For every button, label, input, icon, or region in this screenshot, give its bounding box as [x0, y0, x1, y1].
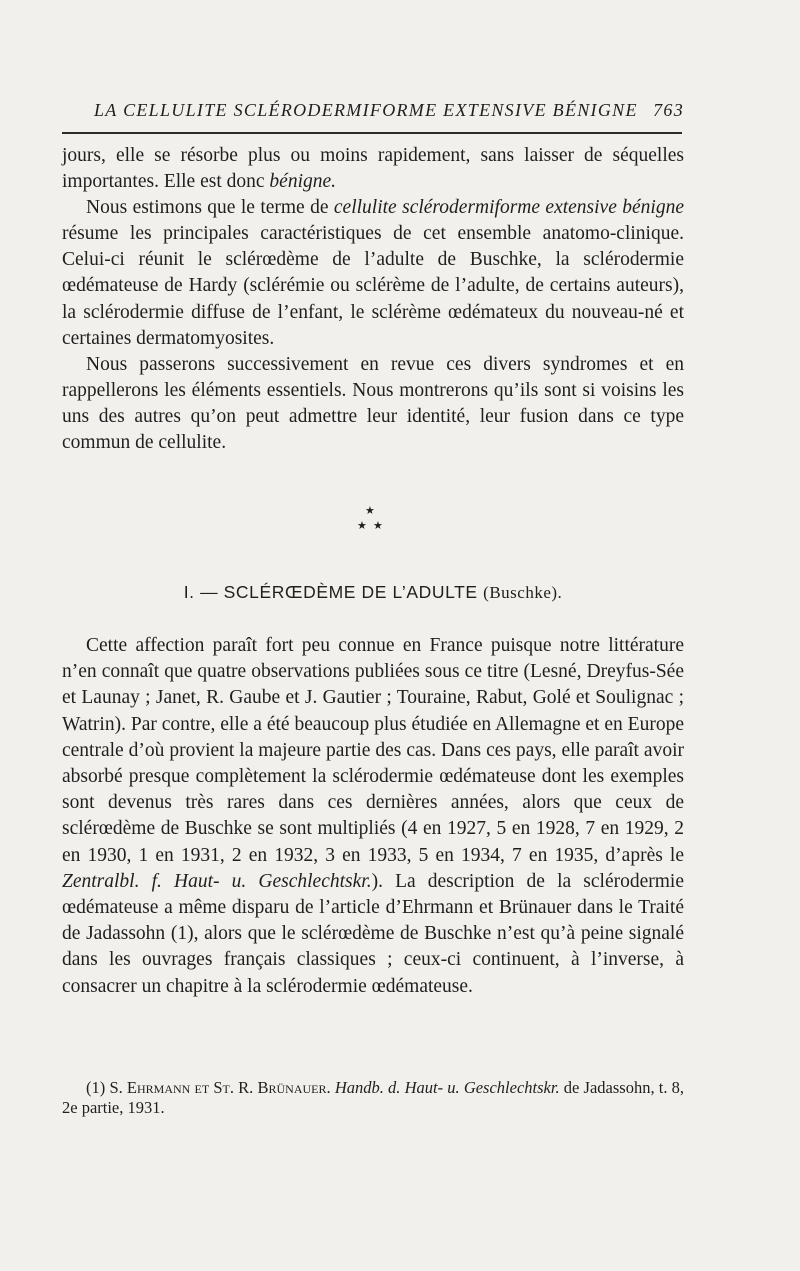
- header-rule: [62, 132, 682, 134]
- paragraph: Nous estimons que le terme de cellulite sclérodermiforme extensive bénigne résume les principales caractéristiques de cet ensemble anatomo-clinique. Celui-ci réunit le sclérœdème de l’adulte de Buschke, la sclérodermie œdémateuse de Hardy (sclérémie ou sclérème de l’adulte, de certains auteurs), la sclérodermie diffuse de l’enfant, le sclérème œdémateux du nouveau-né et certaines dermatomyosites.: [62, 197, 684, 349]
- section-heading: [62, 582, 684, 603]
- section-title: I. — SCLÉRŒDÈME DE L’ADULTE: [183, 582, 478, 602]
- running-title: LA CELLULITE SCLÉRODERMIFORME EXTENSIVE BÉNIGNE: [94, 100, 638, 120]
- section-text: [62, 633, 684, 1000]
- section-author: (Buschke).: [483, 583, 563, 602]
- intro-text: [62, 143, 684, 456]
- footnote: (1) S. Ehrmann et St. R. Brünauer. Handb. d. Haut- u. Geschlechtskr. de Jadassohn, t. 8, 2e partie, 1931.: [62, 1078, 685, 1117]
- page-number: 763: [653, 100, 684, 120]
- paragraph: jours, elle se résorbe plus ou moins rapidement, sans laisser de séquelles importantes. Elle est donc bénigne.: [62, 145, 684, 193]
- paragraph: Nous passerons successivement en revue ces divers syndromes et en rappellerons les éléments essentiels. Nous montrerons qu’ils sont si voisins les uns des autres qu’on peut admettre leur identité, leur fusion dans ce type commun de cellulite.: [62, 353, 684, 454]
- running-header: [60, 96, 684, 126]
- asterisk-icon: ★: [365, 505, 375, 517]
- asterisk-icon: ★: [357, 520, 367, 532]
- section-separator: [340, 504, 400, 538]
- paragraph: Cette affection paraît fort peu connue en France puisque notre littérature n’en connaît que quatre observations publiées sous ce titre (Lesné, Dreyfus-Sée et Launay ; Janet, R. Gaube et J. Gautier ; Touraine, Rabut, Golé et Soulignac ; Watrin). Par contre, elle a été beaucoup plus étudiée en Allemagne et en Europe centrale d’où provient la majeure partie des cas. Dans ces pays, elle paraît avoir absorbé presque complètement la sclérodermie œdémateuse dont les exemples sont devenus très rares dans ces dernières années, alors que ceux de sclérœdème de Buschke se sont multipliés (4 en 1927, 5 en 1928, 7 en 1929, 2 en 1930, 1 en 1931, 2 en 1932, 3 en 1933, 5 en 1934, 7 en 1935, d’après le Zentralbl. f. Haut- u. Geschlechtskr.). La description de la sclérodermie œdémateuse a même disparu de l’article d’Ehrmann et Brünauer dans le Traité de Jadassohn (1), alors que le sclérœdème de Buschke n’est qu’à peine signalé dans les ouvrages français classiques ; ceux-ci continuent, à l’inverse, à consacrer un chapitre à la sclérodermie œdémateuse.: [62, 635, 684, 997]
- asterisk-icon: ★: [373, 520, 383, 532]
